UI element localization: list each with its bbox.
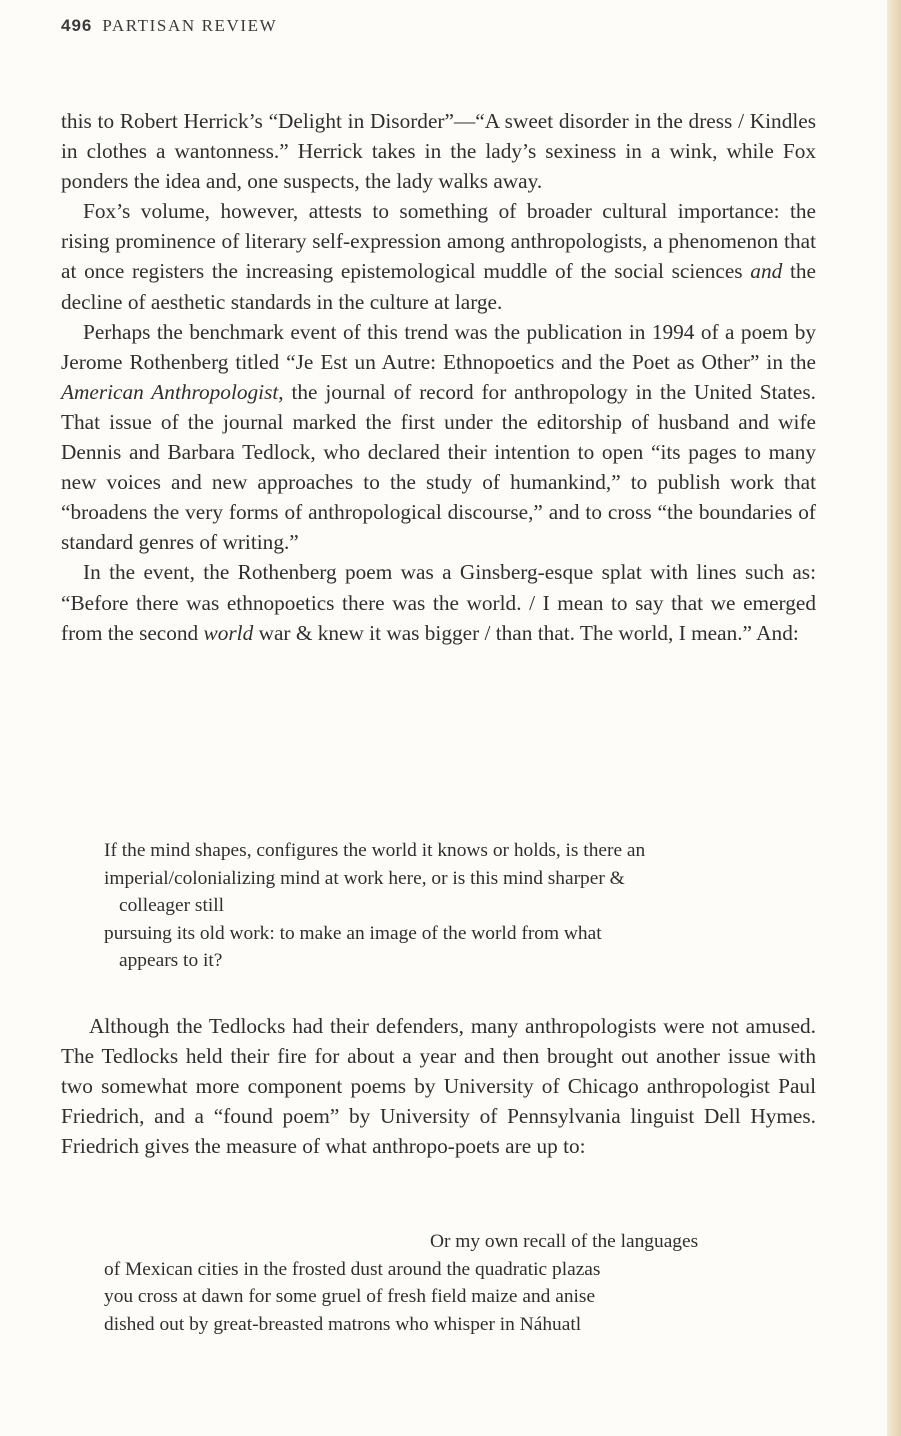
running-head bbox=[61, 16, 277, 36]
verse-line: imperial/colonializing mind at work here, or is this mind sharper & bbox=[104, 867, 625, 889]
paragraph-fox-volume: Fox’s volume, however, attests to something of broader cultural importance: the rising prominence of literary self-expression among anthropologists, a phenomenon that at once registers the increasing epistemological muddle of the social sciences and the decline of aesthetic standards in the culture at large. bbox=[61, 199, 816, 314]
verse-line: you cross at dawn for some gruel of fresh field maize and anise bbox=[104, 1286, 596, 1307]
paragraph-benchmark-event: Perhaps the benchmark event of this trend was the publication in 1994 of a poem by Jerome Rothenberg titled “Je Est un Autre: Ethnopoetics and the Poet as Other” in the American Anthropologist, the journal of record for anthropology in the United States. That issue of the journal marked the first under the editorship of husband and wife Dennis and Barbara Tedlock, who declared their intention to open “its pages to many new voices and new approaches to the study of humankind,” to publish work that “broadens the very forms of anthropological discourse,” and to cross “the boundaries of standard genres of writing.” bbox=[61, 319, 816, 555]
article-body bbox=[61, 106, 816, 648]
journal-title: PARTISAN REVIEW bbox=[102, 16, 278, 35]
verse-quote-friedrich bbox=[104, 1228, 804, 1338]
verse-line-turnover: colleager still bbox=[119, 895, 224, 916]
page-edge-shadow bbox=[887, 0, 901, 1436]
verse-line-dropped: Or my own recall of the languages bbox=[430, 1231, 699, 1252]
verse-quote-rothenberg bbox=[104, 837, 804, 975]
verse-line: pursuing its old work: to make an image of the world from what bbox=[104, 922, 602, 944]
page-number: 496 bbox=[61, 16, 93, 35]
paragraph-rothenberg-poem: In the event, the Rothenberg poem was a Ginsberg-esque splat with lines such as: “Before there was ethnopoetics there was the world. / I mean to say that we emerged from the second world war & knew it was bigger / than that. The world, I mean.” And: bbox=[61, 560, 816, 645]
paragraph-tedlocks: Although the Tedlocks had their defenders, many anthropologists were not amused. The Tedlocks held their fire for about a year and then brought out another issue with two somewhat more component poems by University of Chicago anthropologist Paul Friedrich, and a “found poem” by University of Pennsylvania linguist Dell Hymes. Friedrich gives the measure of what anthropo-poets are up to: bbox=[61, 1014, 816, 1159]
article-body-continued bbox=[61, 1011, 816, 1161]
verse-line-turnover: appears to it? bbox=[119, 950, 223, 971]
verse-line: of Mexican cities in the frosted dust around the quadratic plazas bbox=[104, 1258, 601, 1280]
paragraph-herrick: this to Robert Herrick’s “Delight in Disorder”—“A sweet disorder in the dress / Kindles in clothes a wantonness.” Herrick takes in the lady’s sexiness in a wink, while Fox ponders the idea and, one suspects, the lady walks away. bbox=[61, 109, 816, 194]
verse-line: dished out by great-breasted matrons who whisper in Náhuatl bbox=[104, 1313, 582, 1335]
verse-line: If the mind shapes, configures the world it knows or holds, is there an bbox=[104, 840, 646, 861]
